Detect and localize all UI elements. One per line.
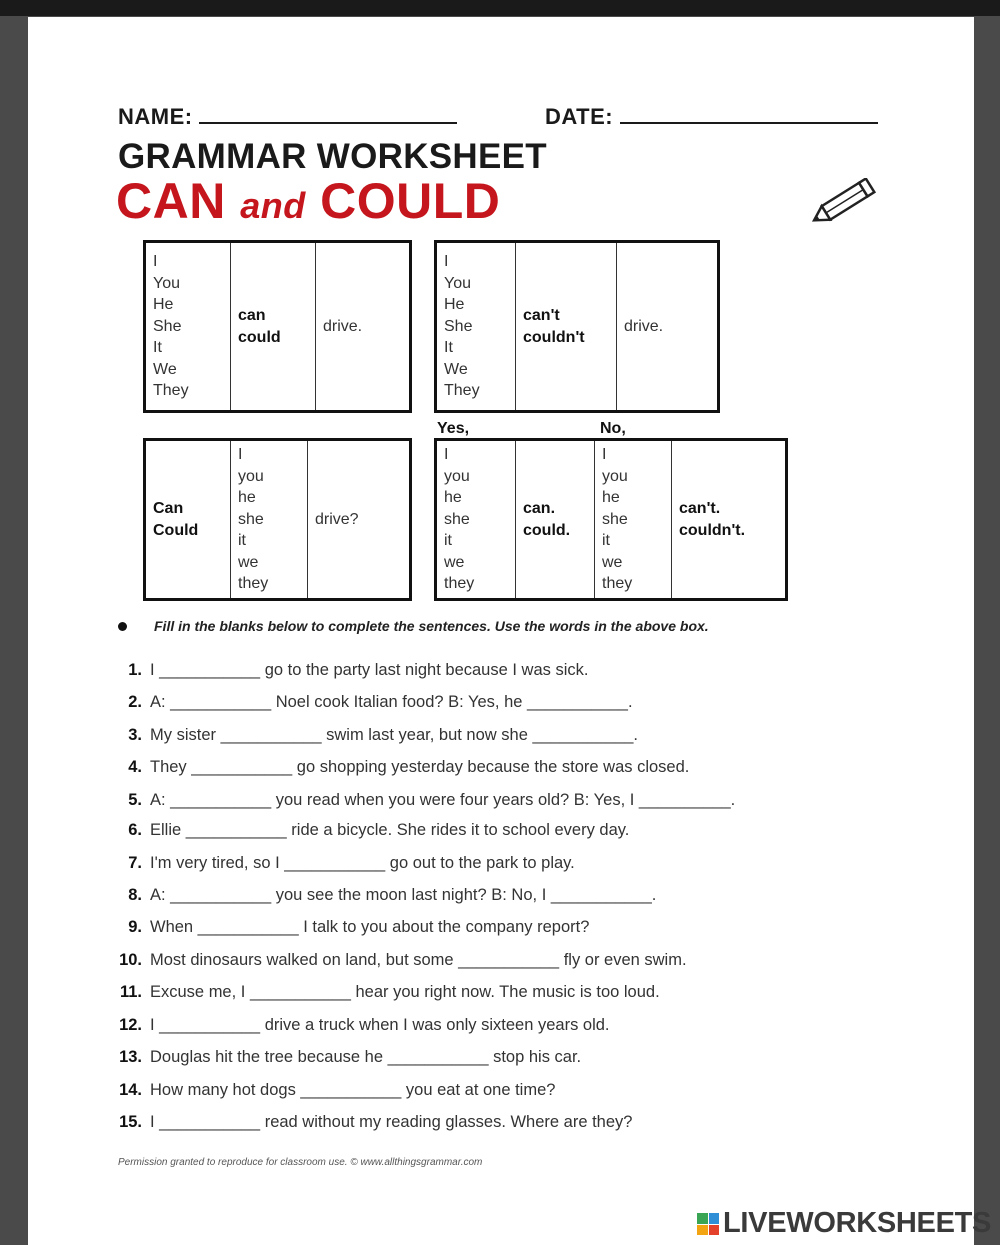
question-number: 4.: [128, 758, 142, 776]
pronoun-they: They: [153, 382, 189, 400]
pronoun-column: [436, 242, 516, 412]
modal-can: Can: [153, 500, 184, 517]
date-field: [545, 104, 878, 130]
question-number: 11.: [119, 983, 142, 1001]
no-modal-column: [672, 440, 787, 600]
question-text: I ___________ drive a truck when I was only sixteen years old.: [150, 1016, 610, 1034]
modal-column: [231, 242, 316, 412]
pronoun-i: I: [602, 446, 607, 464]
date-blank[interactable]: [620, 104, 878, 124]
question-item[interactable]: [100, 1016, 610, 1035]
question-number: 5.: [128, 791, 142, 809]
permission-footer: Permission granted to reproduce for classroom use. © www.allthingsgrammar.com: [118, 1157, 483, 1168]
pronoun-he: he: [444, 489, 462, 507]
pronoun-you: You: [444, 274, 471, 292]
name-blank[interactable]: [199, 104, 457, 124]
pronoun-we: we: [238, 553, 259, 571]
question-item[interactable]: [100, 918, 589, 937]
question-text: They ___________ go shopping yesterday because the store was closed.: [150, 758, 690, 776]
pronoun-they: they: [238, 575, 269, 593]
question-number: 6.: [128, 821, 142, 839]
negative-table: [434, 240, 720, 413]
pronoun-they: They: [444, 382, 480, 400]
pronoun-they: they: [444, 575, 475, 593]
pronoun-we: We: [153, 360, 177, 378]
title-and: and: [240, 185, 306, 226]
question-number: 12.: [119, 1016, 142, 1034]
question-number: 14.: [119, 1081, 142, 1099]
affirmative-table: [143, 240, 412, 413]
question-text: Most dinosaurs walked on land, but some ___________ fly or even swim.: [150, 951, 687, 969]
question-item[interactable]: [100, 983, 660, 1002]
modal-could: could.: [523, 521, 571, 539]
question-item[interactable]: [100, 1081, 555, 1100]
question-item[interactable]: [100, 661, 588, 680]
pencil-icon: [806, 178, 882, 230]
question-number: 7.: [128, 854, 142, 872]
question-text: Excuse me, I ___________ hear you right now. The music is too loud.: [150, 983, 660, 1001]
modal-couldnt: couldn't: [523, 328, 585, 346]
pronoun-she: She: [153, 317, 182, 335]
question-item[interactable]: [100, 726, 638, 745]
modal-can: can: [238, 307, 266, 324]
verb-cell: drive.: [617, 242, 719, 412]
liveworksheets-logo[interactable]: [697, 1207, 997, 1243]
short-answer-table: [434, 438, 788, 601]
pronoun-i: I: [238, 446, 243, 464]
pronoun-column: [231, 440, 308, 600]
verb-cell: drive?: [308, 440, 411, 600]
question-text: I'm very tired, so I ___________ go out to the park to play.: [150, 854, 575, 872]
question-table: [143, 438, 412, 601]
pronoun-it: It: [444, 339, 453, 357]
question-number: 1.: [128, 661, 142, 679]
modal-cant: can't.: [679, 500, 721, 517]
modal-column: [516, 242, 617, 412]
pronoun-she: She: [444, 317, 473, 335]
modal-cant: can't: [523, 307, 560, 324]
pronoun-he: He: [444, 296, 465, 314]
pronoun-it: It: [153, 339, 162, 357]
pronoun-i: I: [444, 446, 449, 464]
modal-column: [145, 440, 231, 600]
pronoun-you: You: [153, 274, 180, 292]
question-item[interactable]: [100, 886, 656, 905]
pronoun-i: I: [153, 253, 158, 271]
pronoun-you: you: [602, 467, 628, 485]
question-item[interactable]: [100, 821, 629, 840]
question-item[interactable]: [100, 1113, 632, 1132]
date-label: DATE:: [545, 104, 614, 129]
top-bar: [0, 0, 1000, 16]
pronoun-i: I: [444, 253, 449, 271]
yes-pronoun-column: [436, 440, 516, 600]
pronoun-column: [145, 242, 231, 412]
modal-can: can.: [523, 500, 556, 517]
pronoun-it: it: [238, 532, 246, 550]
question-item[interactable]: [100, 854, 575, 873]
pronoun-she: she: [238, 510, 264, 528]
question-item[interactable]: [100, 951, 687, 970]
no-pronoun-column: [595, 440, 672, 600]
title-could: COULD: [320, 173, 501, 229]
yes-modal-column: [516, 440, 595, 600]
question-number: 9.: [128, 918, 142, 936]
question-text: A: ___________ you see the moon last night? B: No, I ___________.: [150, 886, 657, 904]
pronoun-he: He: [153, 296, 174, 314]
question-text: How many hot dogs ___________ you eat at one time?: [150, 1081, 556, 1099]
yes-label: Yes,: [437, 420, 470, 437]
question-text: A: ___________ you read when you were four years old? B: Yes, I __________.: [150, 791, 736, 809]
question-item[interactable]: [100, 758, 689, 777]
question-number: 2.: [128, 693, 142, 711]
question-number: 13.: [119, 1048, 142, 1066]
question-number: 15.: [119, 1113, 142, 1131]
title-can: CAN: [116, 173, 226, 229]
question-text: When ___________ I talk to you about the company report?: [150, 918, 590, 936]
liveworksheets-icon: [697, 1213, 719, 1235]
pronoun-we: we: [602, 553, 623, 571]
pronoun-you: you: [238, 467, 264, 485]
question-number: 10.: [119, 951, 142, 969]
instructions: Fill in the blanks below to complete the sentences. Use the words in the above box.: [154, 618, 709, 634]
pronoun-she: she: [444, 510, 470, 528]
question-number: 3.: [128, 726, 142, 744]
question-text: Ellie ___________ ride a bicycle. She rides it to school every day.: [150, 821, 630, 839]
worksheet-subtitle: [116, 172, 500, 230]
pronoun-you: you: [444, 467, 470, 485]
question-item[interactable]: [100, 791, 735, 810]
modal-couldnt: couldn't.: [679, 521, 746, 539]
pronoun-he: he: [238, 489, 256, 507]
name-field: [118, 104, 457, 130]
verb-cell: drive.: [316, 242, 411, 412]
pronoun-he: he: [602, 489, 620, 507]
liveworksheets-wordmark: LIVEWORKSHEETS: [723, 1207, 992, 1239]
worksheet-title: GRAMMAR WORKSHEET: [118, 137, 547, 176]
question-text: I ___________ read without my reading glasses. Where are they?: [150, 1113, 633, 1131]
question-text: I ___________ go to the party last night because I was sick.: [150, 661, 589, 679]
pronoun-it: it: [444, 532, 452, 550]
pronoun-we: We: [444, 360, 468, 378]
pronoun-it: it: [602, 532, 610, 550]
modal-could: Could: [153, 521, 199, 539]
question-text: A: ___________ Noel cook Italian food? B: Yes, he ___________.: [150, 693, 633, 711]
modal-could: could: [238, 328, 281, 346]
question-number: 8.: [128, 886, 142, 904]
question-item[interactable]: [100, 1048, 581, 1067]
question-text: My sister ___________ swim last year, but now she ___________.: [150, 726, 638, 744]
no-label: No,: [600, 420, 626, 437]
question-text: Douglas hit the tree because he ___________ stop his car.: [150, 1048, 582, 1066]
name-label: NAME:: [118, 104, 193, 129]
pronoun-they: they: [602, 575, 633, 593]
pronoun-she: she: [602, 510, 628, 528]
pronoun-we: we: [444, 553, 465, 571]
question-item[interactable]: [100, 693, 633, 712]
bullet-icon: [118, 622, 127, 631]
